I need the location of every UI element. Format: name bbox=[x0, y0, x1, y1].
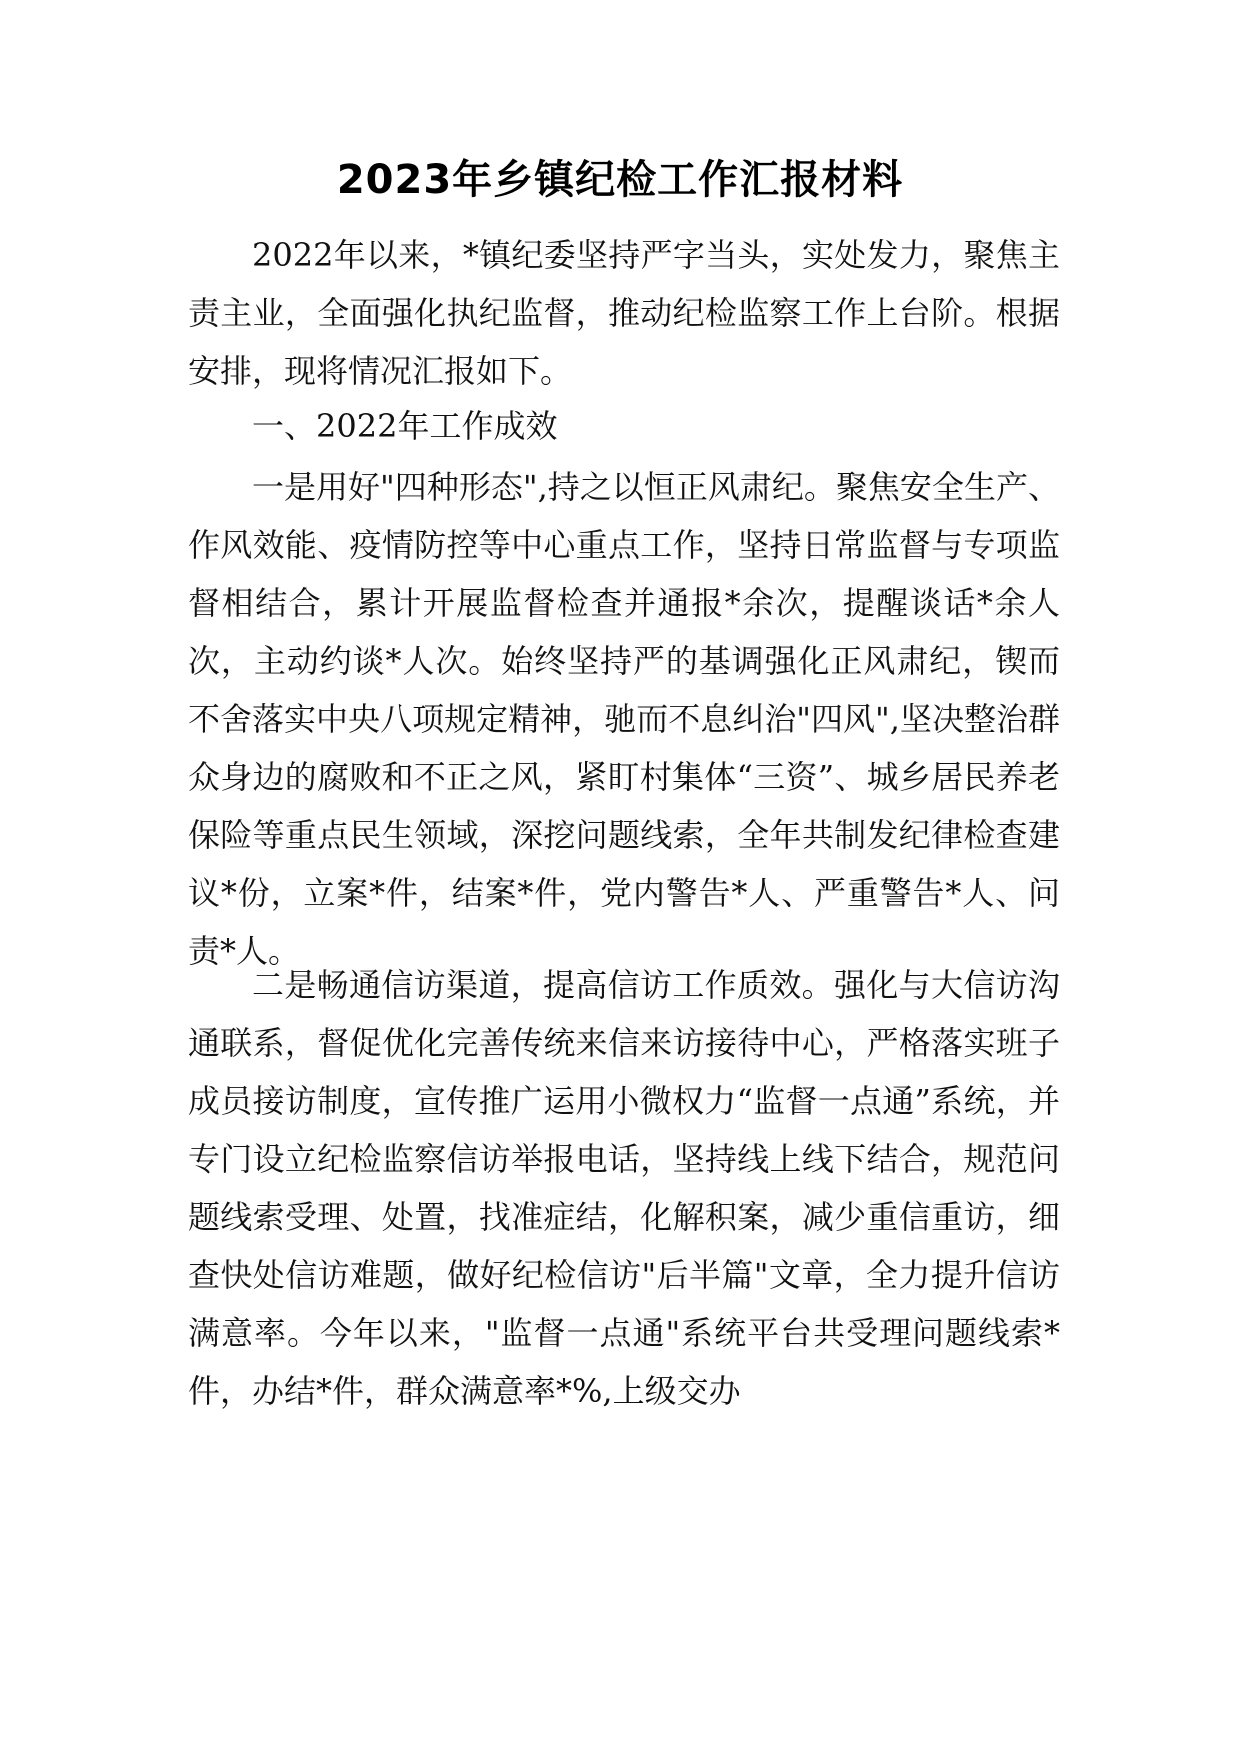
intro-paragraph: 2022年以来，*镇纪委坚持严字当头，实处发力，聚焦主责主业，全面强化执纪监督，推动纪检监察工作上台阶。根据安排，现将情况汇报如下。 bbox=[188, 236, 1060, 390]
paragraph-four-forms: 一是用好"四种形态",持之以恒正风肃纪。聚焦安全生产、作风效能、疫情防控等中心重点工作，坚持日常监督与专项监督相结合，累计开展监督检查并通报*余次，提醒谈话*余人次，主动约谈*人次。始终坚持严的基调强化正风肃纪，锲而不舍落实中央八项规定精神，驰而不息纠治"四风",坚决整治群众身边的腐败和不正之风，紧盯村集体“三资”、城乡居民养老保险等重点民生领域，深挖问题线索，全年共制发纪律检查建议*份，立案*件，结案*件，党内警告*人、严重警告*人、问责*人。 bbox=[188, 468, 1060, 970]
paragraph-petitions: 二是畅通信访渠道，提高信访工作质效。强化与大信访沟通联系，督促优化完善传统来信来访接待中心，严格落实班子成员接访制度，宣传推广运用小微权力“监督一点通”系统，并专门设立纪检监察信访举报电话，坚持线上线下结合，规范问题线索受理、处置，找准症结，化解积案，减少重信重访，细查快处信访难题，做好纪检信访"后半篇"文章，全力提升信访满意率。今年以来，"监督一点通"系统平台共受理问题线索*件，办结*件，群众满意率*%,上级交办 bbox=[188, 966, 1060, 1410]
section-heading: 一、2022年工作成效 bbox=[252, 407, 558, 445]
document-title: 2023年乡镇纪检工作汇报材料 bbox=[336, 157, 904, 203]
